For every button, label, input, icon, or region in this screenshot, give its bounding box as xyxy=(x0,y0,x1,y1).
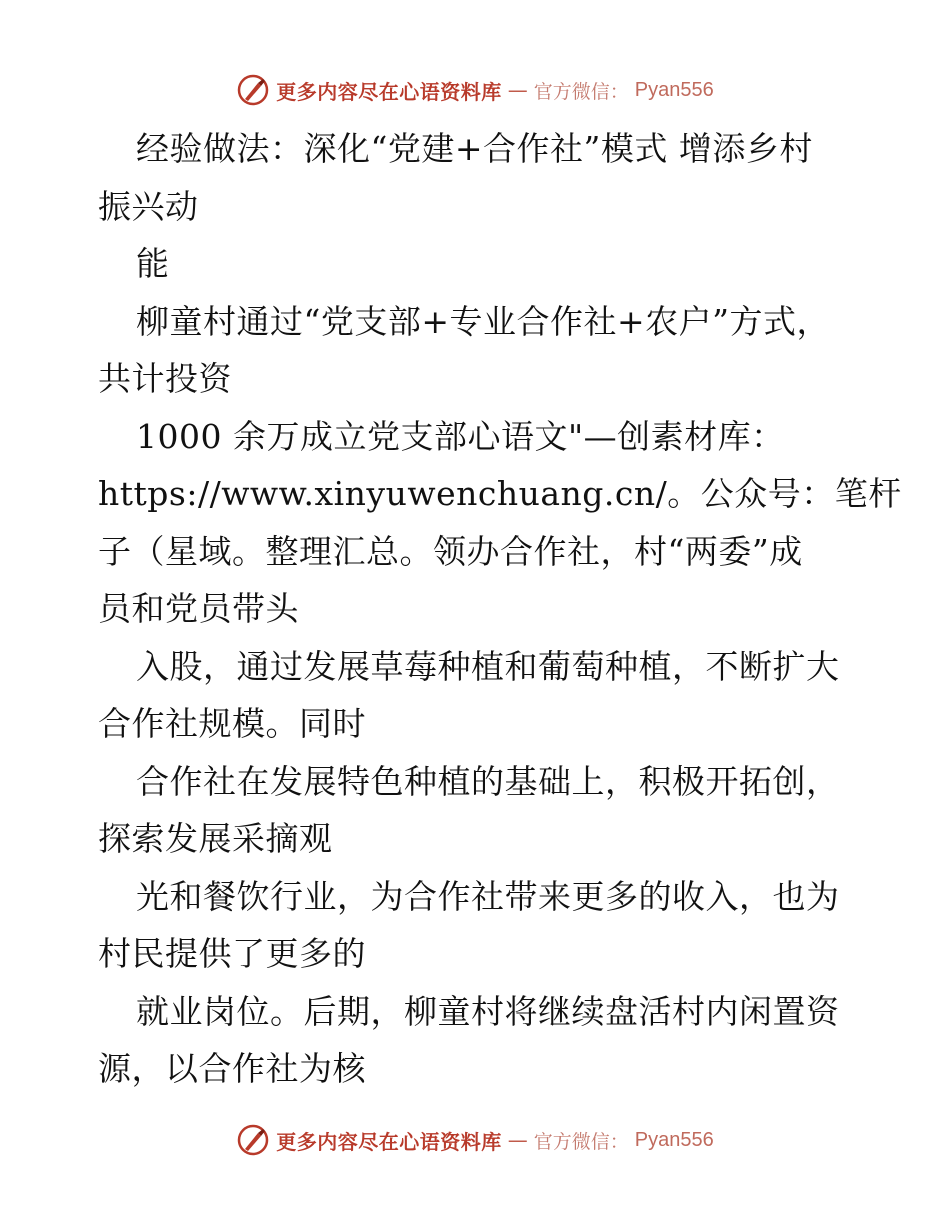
text-line: 振兴动 xyxy=(98,186,199,226)
watermark-main-text: 更多内容尽在心语资料库 xyxy=(276,1129,502,1154)
watermark-footer xyxy=(0,1118,950,1162)
text-line: 探索发展采摘观 xyxy=(98,819,333,858)
text-line: 入股，通过发展草莓种植和葡萄种植，不断扩大 xyxy=(136,646,840,686)
text-line: 就业岗位。后期，柳童村将继续盘活村内闲置资 xyxy=(136,991,840,1031)
watermark-sub-text: 官方微信： xyxy=(533,1130,629,1153)
text-line: 光和餐饮行业，为合作社带来更多的收入，也为 xyxy=(136,876,840,916)
text-line: 能 xyxy=(136,244,170,283)
pen-logo-icon xyxy=(236,1123,270,1157)
text-line: 子（星域。整理汇总。领办合作社，村“两委”成 xyxy=(98,531,803,571)
text-line: 1000 余万成立党支部心语文"—创素材库： xyxy=(136,416,785,456)
text-line: 源，以合作社为核 xyxy=(98,1049,366,1088)
text-line: https://www.xinyuwenchuang.cn/。公众号：笔杆 xyxy=(98,474,902,513)
watermark-header xyxy=(0,68,950,112)
watermark-dash: — xyxy=(507,1128,528,1152)
text-line: 共计投资 xyxy=(98,359,232,398)
pen-logo-icon xyxy=(236,73,270,107)
text-line: 员和党员带头 xyxy=(98,589,299,628)
watermark-wechat-id: Pyan556 xyxy=(634,1128,714,1151)
text-line: 合作社规模。同时 xyxy=(98,704,366,743)
text-line: 柳童村通过“党支部+专业合作社+农户”方式， xyxy=(136,301,831,341)
watermark-sub-text: 官方微信： xyxy=(533,80,629,103)
text-line: 村民提供了更多的 xyxy=(98,934,366,973)
document-body xyxy=(98,120,902,1098)
watermark-dash: — xyxy=(507,78,528,102)
text-line: 经验做法：深化“党建+合作社”模式 增添乡村 xyxy=(136,129,813,168)
watermark-main-text: 更多内容尽在心语资料库 xyxy=(276,79,502,104)
text-line: 合作社在发展特色种植的基础上，积极开拓创， xyxy=(136,761,840,801)
watermark-wechat-id: Pyan556 xyxy=(634,78,714,101)
